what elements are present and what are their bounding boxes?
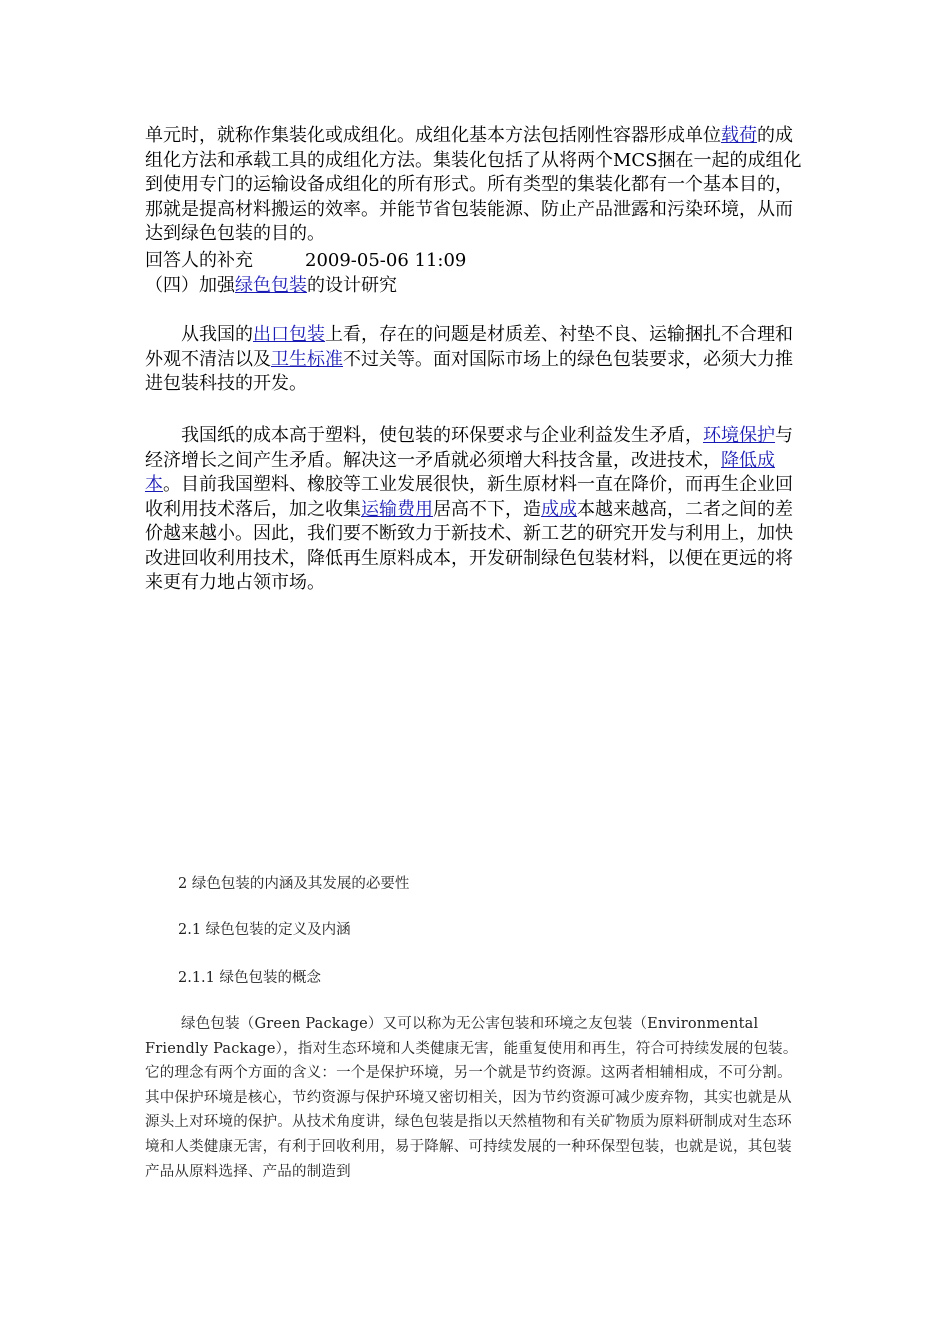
heading-design-research: [145, 274, 805, 299]
text: 我国纸的成本高于塑料，使包装的环保要求与企业利益发生矛盾，: [181, 425, 703, 446]
text: 不过关等。面对国际市场上的绿色包装要求，必须大力推进包装科技的开发。: [145, 348, 793, 394]
answer-supplement: [145, 249, 805, 274]
text: 从我国的: [181, 324, 253, 345]
section-heading-2-1-1: 2.1.1 绿色包装的概念: [178, 970, 322, 986]
answer-supplement-label: 回答人的补充: [145, 250, 253, 271]
text: 居高不下，造: [433, 498, 541, 520]
paragraph-paper-cost: [145, 424, 805, 596]
link-export-packaging[interactable]: 出口包装: [253, 324, 325, 345]
link-hygiene-standard[interactable]: 卫生标准: [271, 348, 343, 370]
link-transport-cost[interactable]: 运输费用: [361, 498, 433, 520]
link-reduce-cost[interactable]: 降低成本: [145, 449, 775, 495]
paragraph-export-packaging: [145, 323, 805, 397]
text: 单元时，就称作集装化或成组化。成组化基本方法包括刚性容器形成单位: [145, 125, 721, 146]
answer-timestamp: 2009-05-06 11:09: [305, 250, 467, 271]
section-heading-2: 2 绿色包装的内涵及其发展的必要性: [178, 876, 410, 892]
text: 。目前我国塑料、橡胶等工业发展很快，新生原材料一直在降价，而再生企业回收利用技术落后，加之收集: [145, 474, 793, 520]
text: （四）加强: [145, 275, 235, 296]
section-heading-2-1: 2.1 绿色包装的定义及内涵: [178, 922, 351, 938]
link-load[interactable]: 载荷: [721, 125, 757, 146]
link-cost[interactable]: 成成: [541, 498, 577, 520]
paragraph-green-package-concept: 绿色包装（Green Package）又可以称为无公害包装和环境之友包装（Environmental Friendly Package），指对生态环境和人类健康无害，能重复使用和再生，符合可持续发展的包装。它的理念有两个方面的含义：一个是保护环境，另一个就是节约资源。这两者相辅相成，不可分割。其中保护环境是核心，节约资源与保护环境又密切相关，因为节约资源可减少废弃物，其实也就是从源头上对环境的保护。从技术角度讲，绿色包装是指以天然植物和有关矿物质为原料研制成对生态环境和人类健康无害，有利于回收利用，易于降解、可持续发展的一种环保型包装，也就是说，其包装产品从原料选择、产品的制造到: [145, 1016, 798, 1180]
text: 的设计研究: [307, 275, 397, 296]
link-green-packaging[interactable]: 绿色包装: [235, 275, 307, 296]
link-environmental-protection[interactable]: 环境保护: [703, 425, 775, 446]
paragraph-containerization: [145, 124, 805, 247]
text: 上看，存在的问题是材质差、衬垫不良、运输捆扎不合理和外观不清洁以及: [145, 324, 793, 370]
text: 的成组化方法和承载工具的成组化方法。集装化包括了从将两个MCS捆在一起的成组化到使用专门的运输设备成组化的所有形式。所有类型的集装化都有一个基本目的，那就是提高材料搬运的效率。并能节省包装能源、防止产品泄露和污染环境，从而达到绿色包装的目的。: [145, 125, 802, 244]
text: 本越来越高，二者之间的差价越来越小。因此，我们要不断致力于新技术、新工艺的研究开发与利用上，加快改进回收利用技术，降低再生原料成本，开发研制绿色包装材料，以便在更远的将来更有力地占领市场。: [145, 498, 793, 593]
text: 与经济增长之间产生矛盾。解决这一矛盾就必须增大科技含量，改进技术，: [145, 425, 793, 471]
